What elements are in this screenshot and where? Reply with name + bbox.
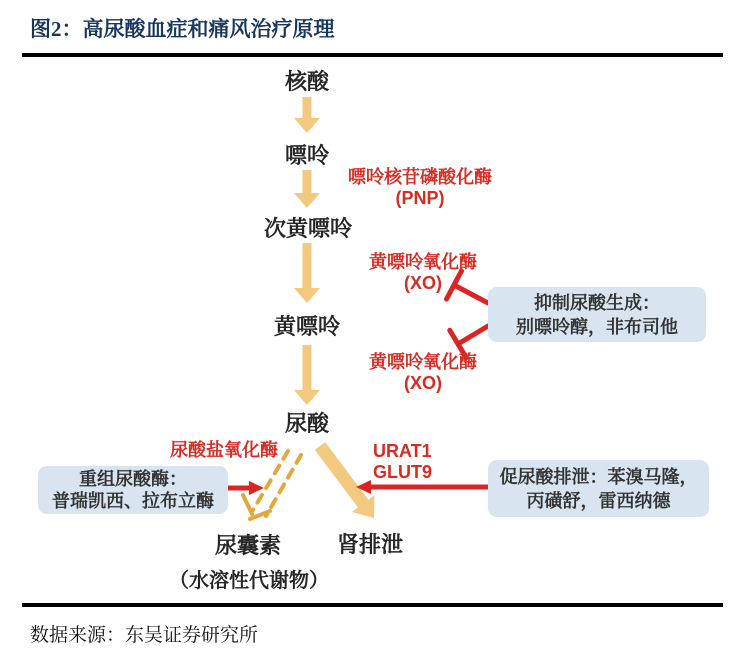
arrow-nucleic-to-purine-icon — [294, 97, 320, 133]
box-inhibit-production-line2: 别嘌呤醇，非布司他 — [516, 316, 678, 337]
label-xo-upper-abbr: (XO) — [404, 273, 442, 293]
box-inhibit-production — [488, 287, 706, 342]
figure-title: 图2：高尿酸血症和痛风治疗原理 — [30, 17, 335, 41]
node-nucleic-acid: 核酸 — [284, 69, 330, 94]
arrow-hypoxanthine-to-xanthine-icon — [294, 243, 320, 303]
node-purine: 嘌呤 — [284, 143, 330, 168]
box-recombinant-uricase-line2: 普瑞凯西、拉布立酶 — [52, 491, 214, 511]
arrow-recombinant-uricase-icon — [227, 481, 264, 495]
box-recombinant-uricase-line1: 重组尿酸酶： — [79, 469, 187, 489]
box-promote-excretion-line2: 丙磺舒，雷西纳德 — [526, 490, 671, 511]
label-pnp-name: 嘌呤核苷磷酸化酶 — [348, 167, 492, 187]
node-hypoxanthine: 次黄嘌呤 — [263, 216, 353, 241]
label-xo-upper — [369, 252, 477, 294]
box-recombinant-uricase — [38, 466, 228, 514]
node-xanthine: 黄嘌呤 — [273, 314, 341, 339]
node-renal-excretion: 肾排泄 — [336, 532, 404, 557]
arrow-xanthine-to-uricacid-icon — [294, 345, 320, 405]
node-uric-acid: 尿酸 — [284, 411, 330, 436]
label-transporters — [373, 441, 432, 483]
label-xo-lower — [369, 352, 477, 394]
label-glut9: GLUT9 — [373, 462, 433, 482]
arrow-purine-to-hypoxanthine-icon — [294, 170, 320, 208]
label-pnp-abbr: (PNP) — [395, 188, 445, 208]
node-allantoin: 尿囊素 — [214, 533, 282, 558]
box-promote-excretion — [488, 460, 709, 517]
label-pnp — [348, 167, 492, 209]
label-urate-oxidase: 尿酸盐氧化酶 — [170, 440, 278, 460]
node-water-soluble-note: （水溶性代谢物） — [169, 570, 329, 592]
label-urat1: URAT1 — [373, 441, 432, 461]
box-inhibit-production-line1: 抑制尿酸生成： — [534, 292, 660, 313]
label-xo-lower-abbr: (XO) — [404, 373, 442, 393]
data-source: 数据来源：东吴证券研究所 — [30, 625, 259, 646]
arrow-uricacid-to-renal-icon — [315, 442, 375, 518]
box-promote-excretion-line1: 促尿酸排泄：苯溴马隆， — [499, 466, 698, 487]
label-xo-lower-name: 黄嘌呤氧化酶 — [369, 352, 477, 372]
label-xo-upper-name: 黄嘌呤氧化酶 — [369, 252, 477, 272]
bottom-rule — [22, 603, 723, 607]
